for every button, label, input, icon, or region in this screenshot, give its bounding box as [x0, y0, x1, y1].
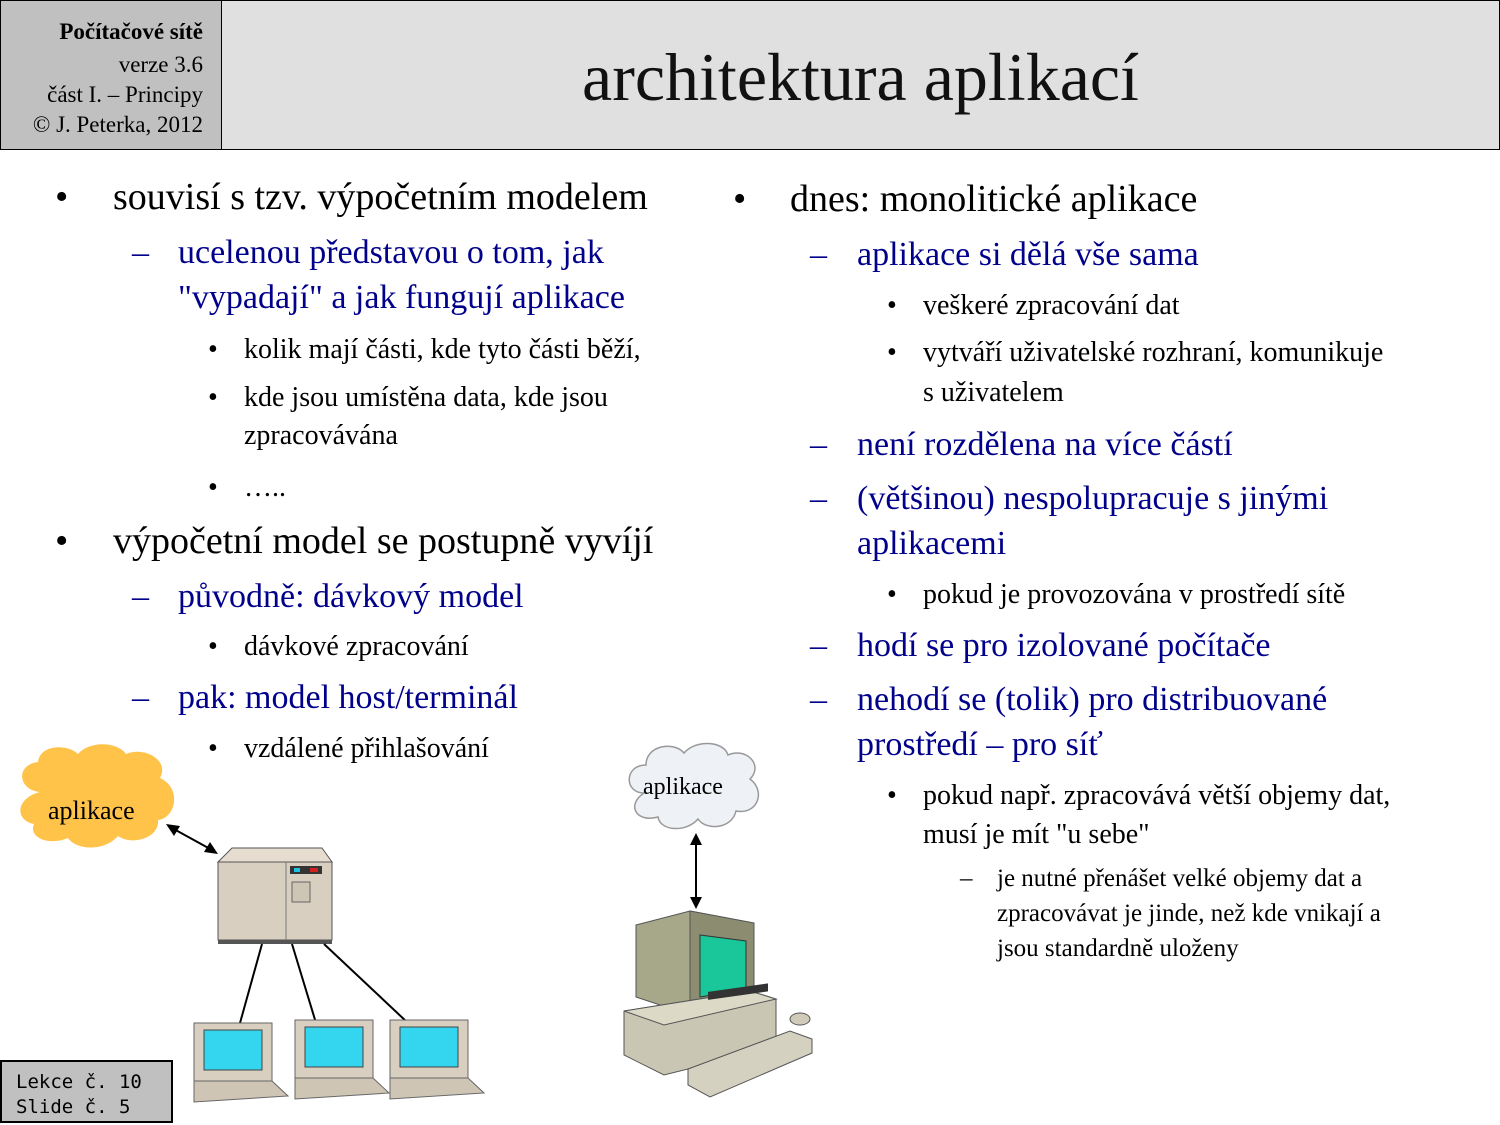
- cloud-right-label: aplikace: [643, 774, 723, 800]
- right-point-4-line2: musí je mít "u sebe": [923, 819, 1150, 850]
- bullet-mark: •: [208, 631, 218, 662]
- bullet-mark: •: [208, 382, 218, 413]
- left-sub-1-line2: "vypadají" a jak fungují aplikace: [178, 279, 625, 316]
- right-detail-line1: je nutné přenášet velké objemy dat a: [997, 865, 1363, 892]
- host-computer-icon: [218, 848, 332, 944]
- copyright-label: © J. Peterka, 2012: [32, 112, 203, 137]
- right-detail-line2: zpracovávat je jinde, než kde vnikají a: [997, 900, 1381, 927]
- bullet-mark: •: [887, 579, 897, 610]
- dash-mark: –: [810, 681, 827, 718]
- course-name: Počítačové sítě: [59, 19, 203, 44]
- dash-mark: –: [810, 627, 827, 664]
- left-point-3: …..: [244, 472, 286, 503]
- terminal-icon: [295, 1020, 389, 1099]
- right-sub-3-line1: (většinou) nespolupracuje s jinými: [857, 480, 1329, 517]
- bullet-mark: •: [733, 178, 747, 220]
- bullet-mark: •: [55, 520, 69, 562]
- slide-title: architektura aplikací: [582, 39, 1139, 115]
- lecture-number: Lekce č. 10: [16, 1071, 142, 1093]
- double-arrow-icon: [166, 824, 218, 854]
- right-point-1: veškeré zpracování dat: [923, 290, 1180, 321]
- terminal-icon: [194, 1023, 288, 1102]
- right-detail-line3: jsou standardně uloženy: [997, 935, 1239, 962]
- part-label: část I. – Principy: [47, 82, 203, 107]
- dash-mark: –: [132, 578, 149, 615]
- right-sub-2: není rozdělena na více částí: [857, 426, 1233, 463]
- double-arrow-icon: [690, 833, 702, 909]
- dash-mark: –: [810, 236, 827, 273]
- right-sub-4: hodí se pro izolované počítače: [857, 627, 1271, 664]
- right-sub-5-line1: nehodí se (tolik) pro distribuované: [857, 681, 1328, 718]
- left-bullet-1: souvisí s tzv. výpočetním modelem: [113, 176, 648, 218]
- right-sub-5-line2: prostředí – pro síť: [857, 726, 1103, 763]
- bullet-mark: •: [887, 780, 897, 811]
- left-sub-2: původně: dávkový model: [178, 578, 524, 615]
- bullet-mark: •: [887, 337, 897, 368]
- dash-mark: –: [132, 234, 149, 271]
- right-sub-1: aplikace si dělá vše sama: [857, 236, 1199, 273]
- dash-mark: –: [960, 865, 973, 892]
- lecture-info-box: [0, 1060, 173, 1123]
- right-bullet-1: dnes: monolitické aplikace: [790, 178, 1198, 220]
- left-sub-3: pak: model host/terminál: [178, 679, 518, 716]
- left-point-1: kolik mají části, kde tyto části běží,: [244, 334, 641, 365]
- bullet-mark: •: [208, 733, 218, 764]
- network-cables: [240, 944, 408, 1023]
- slide-number: Slide č. 5: [16, 1096, 131, 1118]
- dash-mark: –: [810, 426, 827, 463]
- right-point-2-line2: s uživatelem: [923, 377, 1064, 408]
- bullet-mark: •: [208, 334, 218, 365]
- bullet-mark: •: [208, 472, 218, 503]
- left-point-2-line1: kde jsou umístěna data, kde jsou: [244, 382, 608, 413]
- cloud-left-label: aplikace: [48, 796, 135, 825]
- course-info-box: [0, 0, 222, 150]
- version-label: verze 3.6: [118, 52, 203, 77]
- right-point-3: pokud je provozována v prostředí sítě: [923, 579, 1346, 610]
- desktop-computer-icon: [624, 911, 812, 1097]
- bullet-mark: •: [887, 290, 897, 321]
- title-bar: [222, 0, 1500, 150]
- dash-mark: –: [132, 679, 149, 716]
- left-point-4: dávkové zpracování: [244, 631, 469, 662]
- terminal-icon: [390, 1020, 484, 1099]
- bullet-mark: •: [55, 176, 69, 218]
- left-bullet-2: výpočetní model se postupně vyvíjí: [113, 520, 654, 562]
- left-sub-1-line1: ucelenou představou o tom, jak: [178, 234, 604, 271]
- right-point-2-line1: vytváří uživatelské rozhraní, komunikuje: [923, 337, 1384, 368]
- left-point-2-line2: zpracovávána: [244, 420, 398, 451]
- left-point-5: vzdálené přihlašování: [244, 733, 489, 764]
- dash-mark: –: [810, 480, 827, 517]
- right-sub-3-line2: aplikacemi: [857, 525, 1007, 562]
- right-point-4-line1: pokud např. zpracovává větší objemy dat,: [923, 780, 1391, 811]
